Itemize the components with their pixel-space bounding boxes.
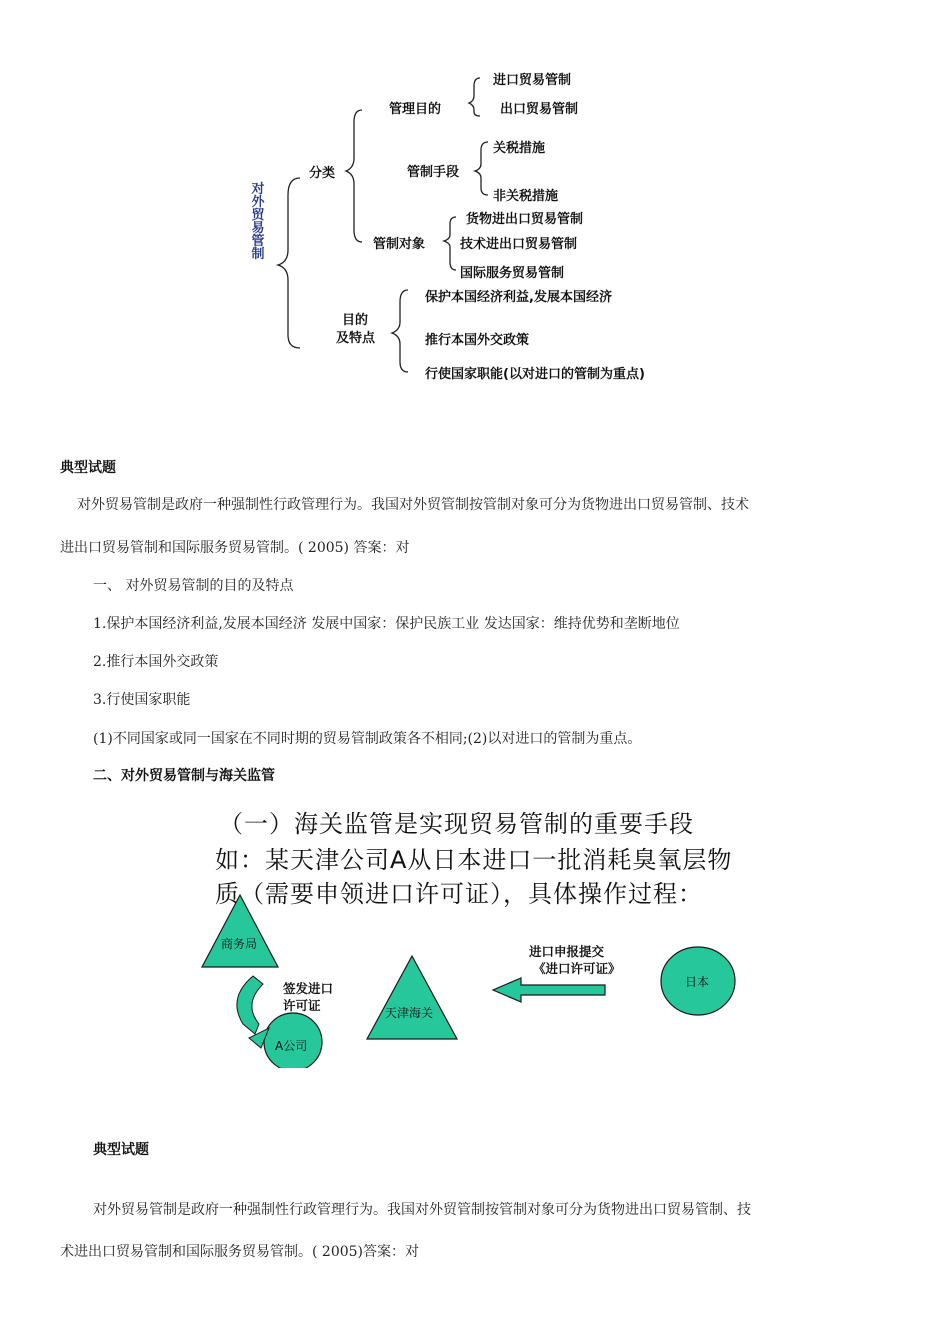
tree-node-aim-line2: 及特点 (336, 331, 376, 346)
declaration-text-line2: 《进口许可证》 (533, 961, 621, 976)
japan-label: 日本 (685, 975, 710, 989)
tree-node-classify: 分类 (309, 166, 336, 181)
tree-node-purpose: 管理目的 (389, 102, 442, 117)
declaration-arrow (493, 978, 605, 1002)
company-a-label: A公司 (275, 1039, 308, 1053)
section-heading: 典型试题 (60, 460, 116, 476)
question-paragraph-line1: 对外贸易管制是政府一种强制性行政管理行为。我国对外贸管制按管制对象可分为货物进出口贸易管制、技术 (77, 497, 749, 513)
customs-label: 天津海关 (385, 1006, 434, 1020)
issue-license-arrow (237, 976, 263, 1034)
tree-leaf-goods: 货物进出口贸易管制 (466, 212, 584, 227)
subsection-heading-2: 二、对外贸易管制与海关监管 (93, 768, 275, 784)
tree-node-objects: 管制对象 (373, 237, 426, 252)
tree-leaf-tech: 技术进出口贸易管制 (460, 237, 578, 252)
tree-leaf-aim2: 推行本国外交政策 (425, 333, 530, 348)
tree-leaf-service: 国际服务贸易管制 (460, 266, 565, 281)
slide-title: （一）海关监管是实现贸易管制的重要手段 (219, 810, 694, 838)
list-item: (1)不同国家或同一国家在不同时期的贸易管制政策各不相同;(2)以对进口的管制为重点。 (93, 731, 642, 747)
issue-license-text-line1: 签发进口 (283, 981, 334, 996)
tree-leaf-aim3: 行使国家职能(以对进口的管制为重点) (425, 367, 645, 382)
customs-process-slide (185, 798, 765, 1068)
issue-license-text-line2: 许可证 (283, 998, 321, 1013)
commerce-bureau-label: 商务局 (221, 937, 258, 951)
question-paragraph-line1: 对外贸易管制是政府一种强制性行政管理行为。我国对外贸管制按管制对象可分为货物进出口贸易管制、技 (93, 1202, 751, 1218)
tree-node-aim-line1: 目的 (342, 313, 369, 328)
tree-node-means: 管制手段 (407, 165, 460, 180)
tree-leaf-export: 出口贸易管制 (500, 102, 579, 117)
process-diagram (185, 798, 765, 1068)
subsection-heading-1: 一、 对外贸易管制的目的及特点 (93, 578, 294, 594)
question-paragraph-line2: 进出口贸易管制和国际服务贸易管制。( 2005) 答案：对 (60, 540, 410, 556)
tree-leaf-import: 进口贸易管制 (493, 73, 572, 88)
question-paragraph-line2: 术进出口贸易管制和国际服务贸易管制。( 2005)答案：对 (60, 1244, 420, 1260)
slide-text-line: 质（需要申领进口许可证），具体操作过程： (215, 880, 703, 908)
tree-leaf-nontariff: 非关税措施 (493, 189, 559, 204)
declaration-text-line1: 进口申报提交 (529, 944, 605, 959)
list-item: 3.行使国家职能 (93, 692, 191, 708)
tree-leaf-tariff: 关税措施 (493, 141, 546, 156)
slide-text-line: 如：某天津公司A从日本进口一批消耗臭氧层物 (215, 846, 733, 874)
tree-root-label: 对外贸易管制 (251, 182, 265, 262)
section-heading: 典型试题 (93, 1142, 149, 1158)
customs-triangle (367, 956, 457, 1039)
commerce-bureau-triangle (202, 895, 278, 967)
list-item: 1.保护本国经济利益,发展本国经济 发展中国家：保护民族工业 发达国家：维持优势和垄断地位 (93, 616, 680, 632)
list-item: 2.推行本国外交政策 (93, 654, 219, 670)
tree-leaf-aim1: 保护本国经济利益,发展本国经济 (425, 290, 612, 305)
